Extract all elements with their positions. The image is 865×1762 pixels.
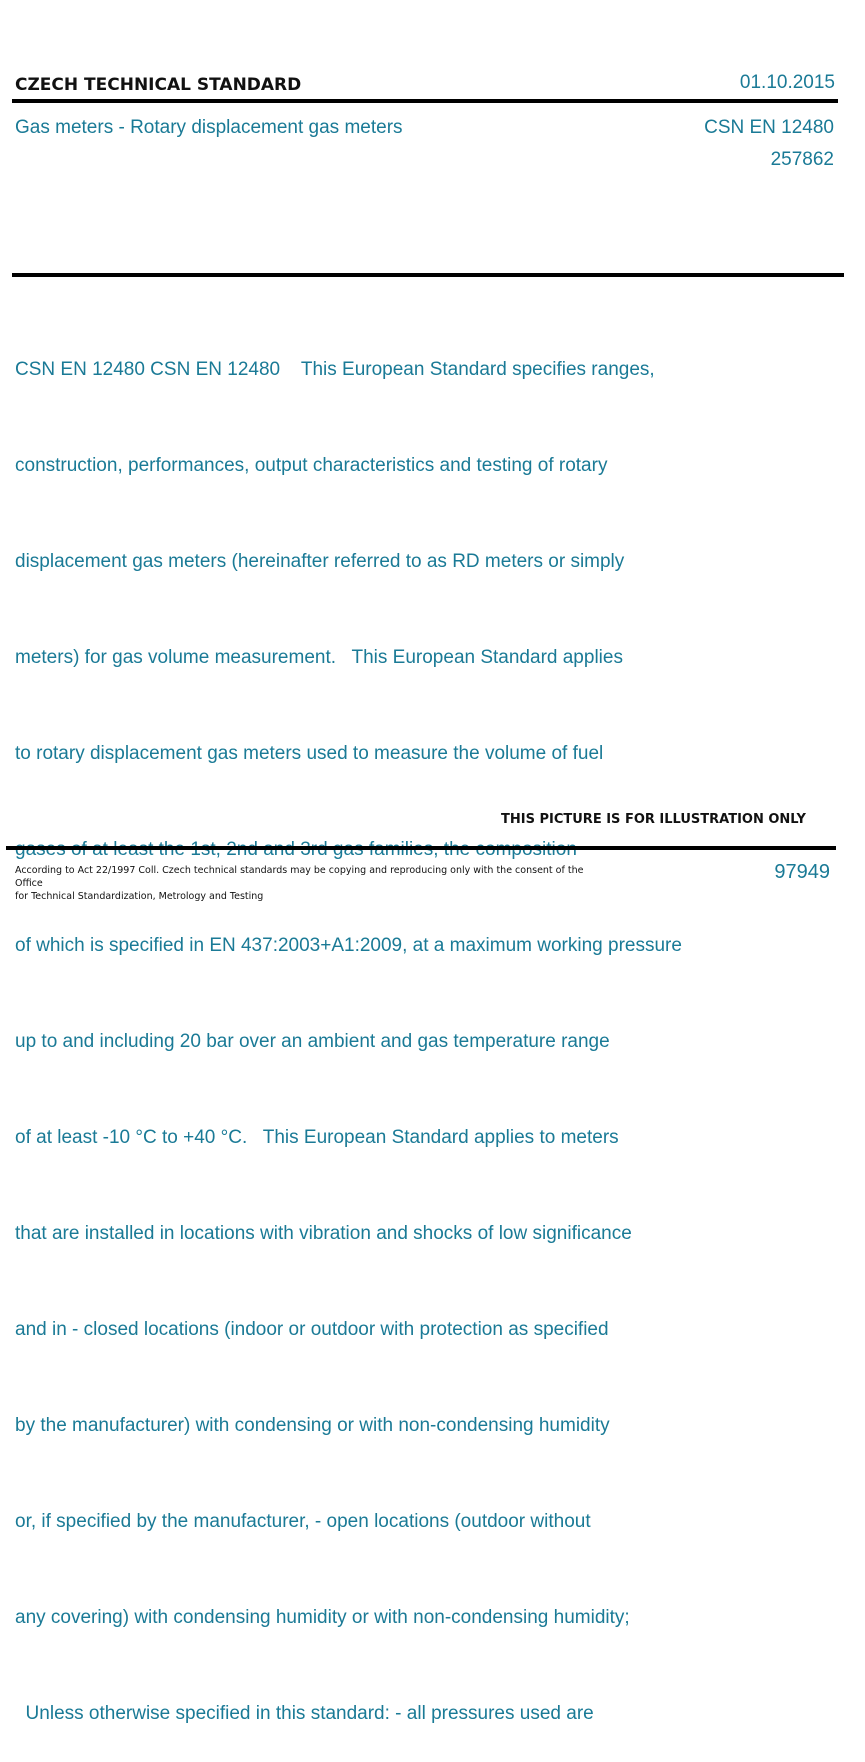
abstract-line: or, if specified by the manufacturer, - open locations (outdoor without [15, 1511, 591, 1532]
abstract-line: construction, performances, output characteristics and testing of rotary [15, 455, 608, 476]
header-divider [12, 99, 838, 103]
document-header-title: CZECH TECHNICAL STANDARD [15, 75, 302, 95]
copyright-line: for Technical Standardization, Metrology and Testing [15, 891, 264, 902]
abstract-line: of which is specified in EN 437:2003+A1:2009, at a maximum working pressure [15, 935, 682, 956]
illustration-notice: THIS PICTURE IS FOR ILLUSTRATION ONLY [501, 812, 806, 827]
copyright-line: According to Act 22/1997 Coll. Czech technical standards may be copying and reproducing only with the consent of the Office [15, 865, 584, 889]
abstract-line: by the manufacturer) with condensing or with non-condensing humidity [15, 1415, 610, 1436]
abstract-text [15, 290, 815, 1762]
standard-code: CSN EN 12480 [704, 117, 834, 138]
abstract-line [15, 834, 815, 866]
standard-title: Gas meters - Rotary displacement gas meters [15, 117, 403, 138]
abstract-line: any covering) with condensing humidity or with non-condensing humidity; [15, 1607, 630, 1628]
abstract-line: that are installed in locations with vibration and shocks of low significance [15, 1223, 632, 1244]
abstract-line: meters) for gas volume measurement. This European Standard applies [15, 647, 623, 668]
abstract-line: to rotary displacement gas meters used to measure the volume of fuel [15, 743, 604, 764]
copyright-notice [15, 864, 595, 903]
publication-date: 01.10.2015 [739, 72, 835, 93]
document-id: 97949 [774, 861, 830, 883]
abstract-line: Unless otherwise specified in this standard: - all pressures used are [15, 1703, 594, 1724]
standard-number: 257862 [770, 149, 834, 170]
section-divider [12, 273, 844, 277]
abstract-line: and in - closed locations (indoor or outdoor with protection as specified [15, 1319, 609, 1340]
footer-divider [6, 846, 836, 850]
abstract-line: displacement gas meters (hereinafter referred to as RD meters or simply [15, 551, 625, 572]
abstract-line: CSN EN 12480 CSN EN 12480 This European Standard specifies ranges, [15, 359, 655, 380]
abstract-line: up to and including 20 bar over an ambient and gas temperature range [15, 1031, 610, 1052]
abstract-line: of at least -10 °C to +40 °C. This European Standard applies to meters [15, 1127, 619, 1148]
